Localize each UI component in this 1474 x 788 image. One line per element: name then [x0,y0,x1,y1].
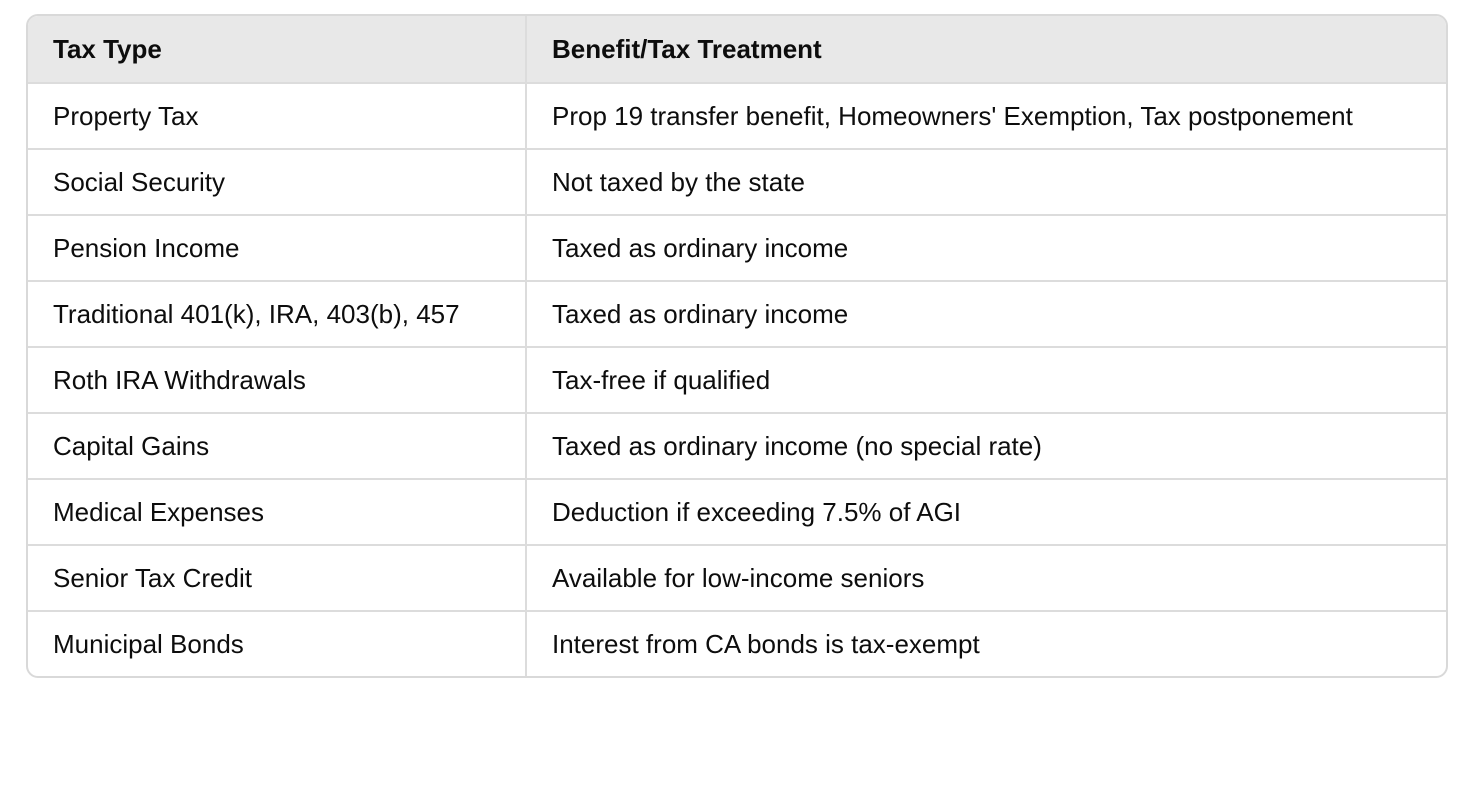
treatment-cell: Interest from CA bonds is tax-exempt [552,629,980,659]
tax-table-container [26,14,1448,678]
tax-type-cell: Property Tax [28,83,526,149]
table-header-row [28,16,1446,83]
treatment-cell: Available for low-income seniors [526,545,1446,611]
tax-type-cell: Roth IRA Withdrawals [28,347,526,413]
table-row [28,281,1446,347]
treatment-cell: Taxed as ordinary income [526,215,1446,281]
treatment-cell: Deduction if exceeding 7.5% of AGI [526,479,1446,545]
treatment-cell: Not taxed by the state [526,149,1446,215]
tax-table [28,16,1446,676]
treatment-cell: Tax-free if qualified [526,347,1446,413]
treatment-cell: Prop 19 transfer benefit, Homeowners' Exemption, Tax postponement [526,83,1446,149]
treatment-cell: Taxed as ordinary income [526,281,1446,347]
column-header-benefit-treatment: Benefit/Tax Treatment [526,16,1446,83]
tax-type-cell: Municipal Bonds [28,611,526,676]
tax-type-cell: Medical Expenses [28,479,526,545]
table-row [28,545,1446,611]
table-row [28,149,1446,215]
table-row [28,215,1446,281]
tax-type-cell: Traditional 401(k), IRA, 403(b), 457 [28,281,526,347]
tax-type-cell: Pension Income [28,215,526,281]
tax-type-cell: Social Security [28,149,526,215]
table-row [28,611,1446,676]
tax-type-cell: Senior Tax Credit [28,545,526,611]
table-row [28,413,1446,479]
tax-type-cell: Capital Gains [28,413,526,479]
column-header-tax-type: Tax Type [28,16,526,83]
table-row [28,479,1446,545]
table-row [28,83,1446,149]
treatment-cell: Taxed as ordinary income (no special rate) [526,413,1446,479]
table-row [28,347,1446,413]
